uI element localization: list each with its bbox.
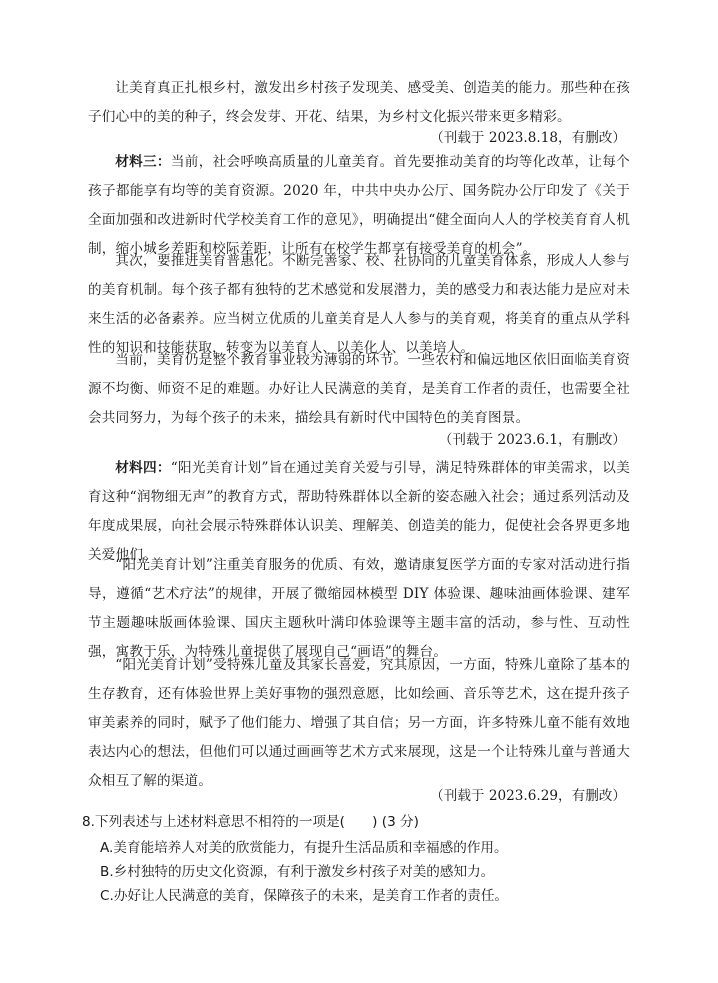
source-citation-3: （刊载于 2023.6.29，有删改） [430, 788, 626, 804]
material-4-p1-text: “阳光美育计划”旨在通过美育关爱与引导，满足特殊群体的审美需求，以美育这种“润物细无声”的教育方式，帮助特殊群体以全新的姿态融入社会；通过系列活动及年度成果展，向社会展示特殊群体认识美、理解美、创造美的能力，促使社会各界更多地关爱他们。 [88, 460, 630, 563]
source-citation-1: （刊载于 2023.8.18，有删改） [430, 130, 626, 146]
option-b: B.乡村独特的历史文化资源，有利于激发乡村孩子对美的感知力。 [100, 864, 495, 880]
question-stem: 8.下列表述与上述材料意思不相符的一项是( ) (3 分) [82, 814, 419, 830]
option-c: C.办好让人民满意的美育，保障孩子的未来，是美育工作者的责任。 [100, 888, 509, 904]
intro-paragraph: 让美育真正扎根乡村，激发出乡村孩子发现美、感受美、创造美的能力。那些种在孩子们心中的美的种子，终会发芽、开花、结果，为乡村文化振兴带来更多精彩。 [88, 80, 630, 125]
material-3-paragraph-2: 其次，要推进美育普惠化。不断完善家、校、社协同的儿童美育体系，形成人人参与的美育机制。每个孩子都有独特的艺术感觉和发展潜力，美的感受力和表达能力是应对未来生活的必备素养。应当树立优质的儿童美育是人人参与的美育观，将美育的重点从学科性的知识和技能获取，转变为以美育人、以美化人、以美培人。 [88, 253, 630, 356]
material-4-paragraph-2: “阳光美育计划”注重美育服务的优质、有效，邀请康复医学方面的专家对活动进行指导，遵循“艺术疗法”的规律，开展了微缩园林模型 DIY 体验课、趣味油画体验课、建军节主题趣味版画体验课、国庆主题秋叶满印体验课等主题丰富的活动，参与性、互动性强，寓教于乐，为特殊儿童提供了展现自己“画语”的舞台。 [88, 557, 630, 660]
material-3-label: 材料三： [115, 154, 171, 170]
material-3-p1-text: 当前，社会呼唤高质量的儿童美育。首先要推动美育的均等化改革，让每个孩子都能享有均等的美育资源。2020 年，中共中央办公厅、国务院办公厅印发了《关于全面加强和改进新时代学校美育工作的意见》，明确提出“健全面向人人的学校美育育人机制，缩小城乡差距和校际差距，让所有在校学生都享有接受美育的机会”。 [88, 154, 630, 257]
material-3-paragraph-3: 当前，美育仍是整个教育事业较为薄弱的环节。一些农村和偏远地区依旧面临美育资源不均衡、师资不足的难题。办好让人民满意的美育，是美育工作者的责任，也需要全社会共同努力，为每个孩子的未来，描绘具有新时代中国特色的美育图景。 [88, 352, 630, 426]
option-a: A.美育能培养人对美的欣赏能力，有提升生活品质和幸福感的作用。 [100, 840, 508, 856]
source-citation-2: （刊载于 2023.6.1，有删改） [438, 432, 626, 448]
material-4-label: 材料四： [115, 460, 171, 476]
material-4-paragraph-3: “阳光美育计划”受特殊儿童及其家长喜爱，究其原因，一方面，特殊儿童除了基本的生存教育，还有体验世界上美好事物的强烈意愿，比如绘画、音乐等艺术，这在提升孩子审美素养的同时，赋予了他们能力、增强了其自信；另一方面，许多特殊儿童不能有效地表达内心的想法，但他们可以通过画画等艺术方式来展现，这是一个让特殊儿童与普通大众相互了解的渠道。 [88, 657, 630, 789]
